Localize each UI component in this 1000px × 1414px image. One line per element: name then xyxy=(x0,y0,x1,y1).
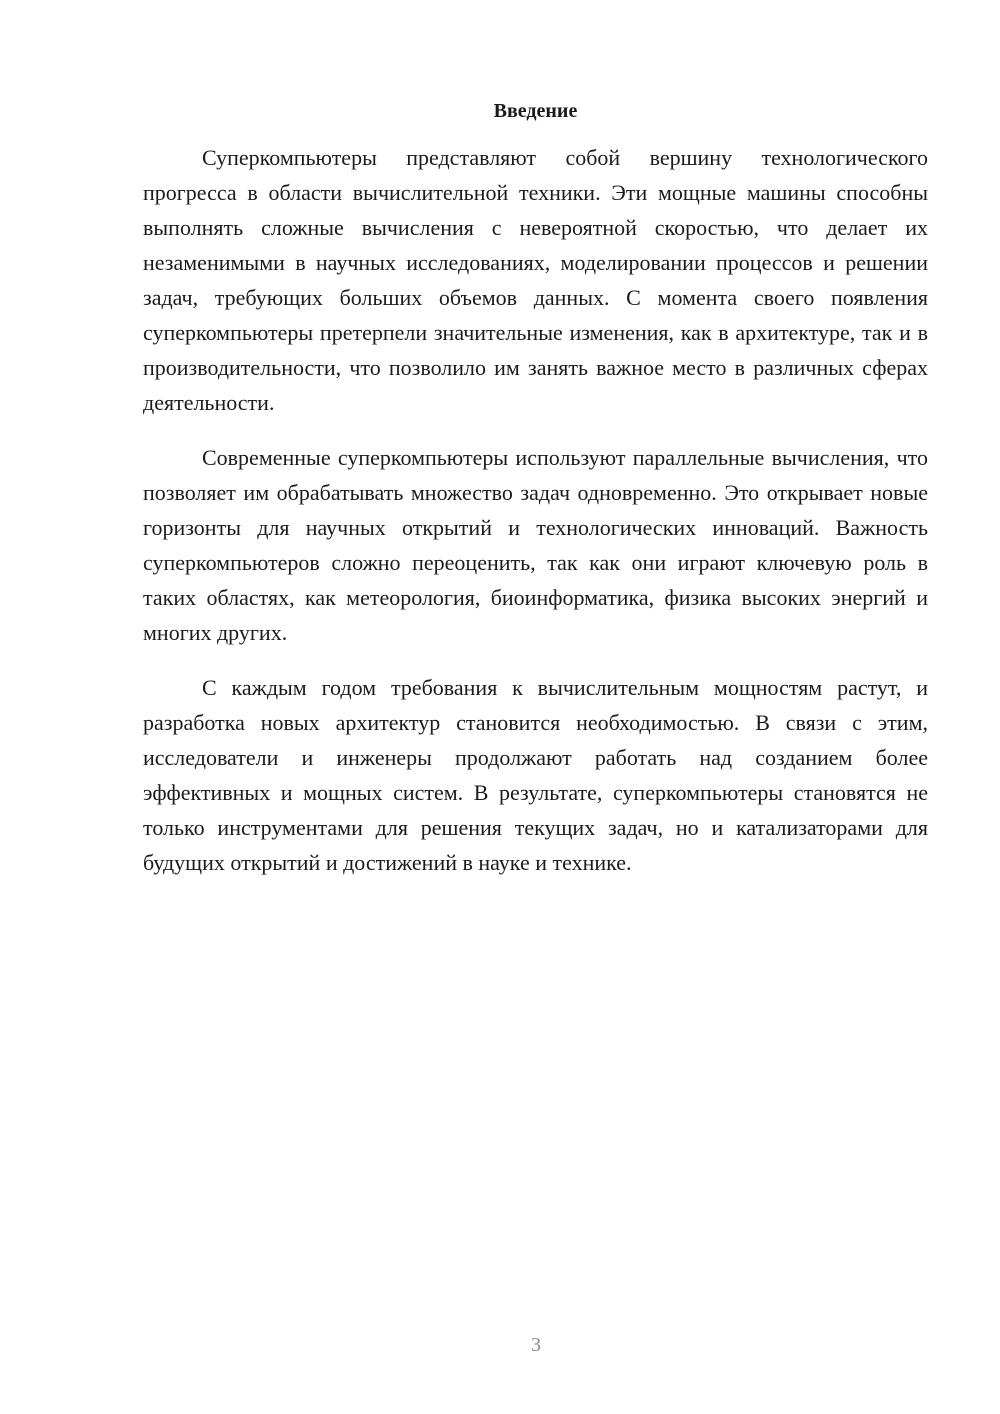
section-title: Введение xyxy=(493,100,578,122)
paragraph-2: Современные суперкомпьютеры используют параллельные вычисления, что позволяет им обрабатывать множество задач одновременно. Это открывает новые горизонты для научных открытий и технологических инноваций. Важность суперкомпьютеров сложно переоценить, так как они играют ключевую роль в таких областях, как метеорология, биоинформатика, физика высоких энергий и многих других. xyxy=(143,445,928,645)
page-number: 3 xyxy=(531,1334,541,1356)
paragraph-1: Суперкомпьютеры представляют собой вершину технологического прогресса в области вычислительной техники. Эти мощные машины способны выполнять сложные вычисления с невероятной скоростью, что делает их незаменимыми в научных исследованиях, моделировании процессов и решении задач, требующих больших объемов данных. С момента своего появления суперкомпьютеры претерпели значительные изменения, как в архитектуре, так и в производительности, что позволило им занять важное место в различных сферах деятельности. xyxy=(143,145,928,415)
document-body xyxy=(143,96,928,900)
paragraph-3: С каждым годом требования к вычислительным мощностям растут, и разработка новых архитектур становится необходимостью. В связи с этим, исследователи и инженеры продолжают работать над созданием более эффективных и мощных систем. В результате, суперкомпьютеры становятся не только инструментами для решения текущих задач, но и катализаторами для будущих открытий и достижений в науке и технике. xyxy=(143,675,928,875)
